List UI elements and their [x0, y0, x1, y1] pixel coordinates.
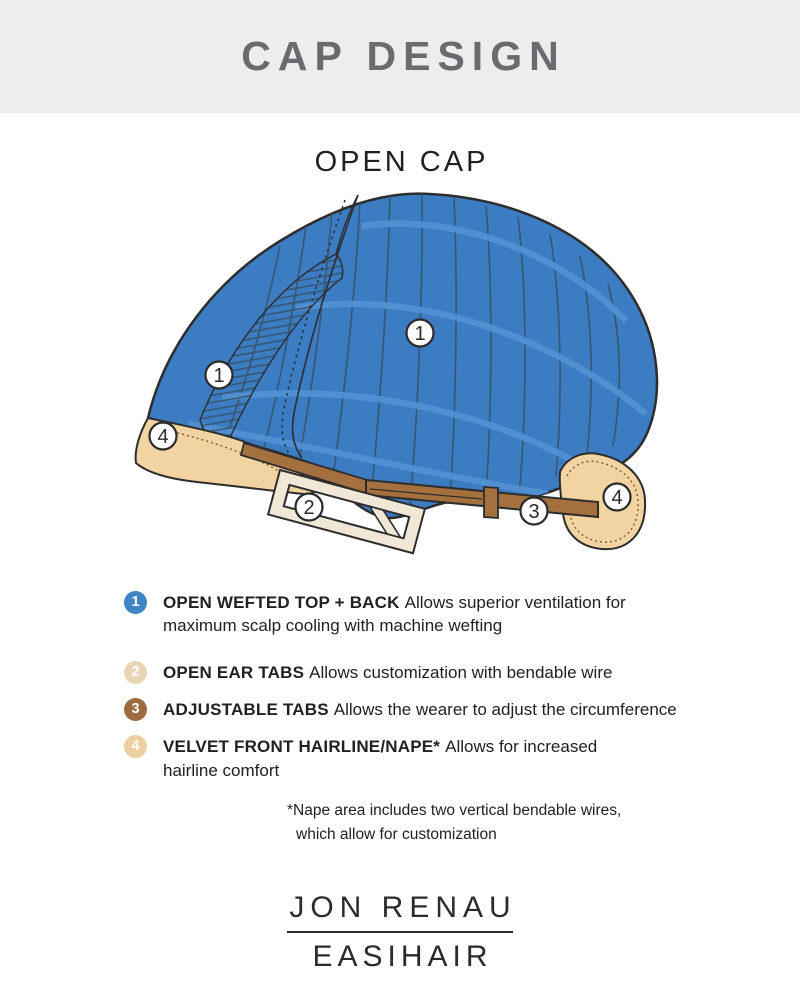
footnote-line1: *Nape area includes two vertical bendable wires,: [287, 801, 622, 819]
legend-item-1: [124, 591, 800, 637]
callout-4-front-hairline: [150, 423, 177, 450]
callout-2-ear-tab: [296, 494, 323, 521]
callout-1-front-label: 1: [213, 365, 225, 387]
brand-logo: [0, 891, 800, 974]
legend-text-2: [163, 661, 612, 684]
legend-text-4: [163, 735, 597, 781]
open-cap-diagram: [130, 186, 670, 571]
callout-4-front-label: 4: [157, 426, 169, 448]
legend-bullet-2: 2: [124, 661, 147, 684]
legend-item-3: [124, 698, 800, 721]
footnote-line2: which allow for customization: [296, 825, 497, 843]
legend-bullet-3: 3: [124, 698, 147, 721]
header-band: [0, 0, 800, 113]
legend-desc-4b: hairline comfort: [163, 760, 280, 780]
callout-1-front: [206, 362, 233, 389]
callout-4-nape: [604, 484, 631, 511]
legend: [124, 591, 800, 847]
legend-desc-2a: Allows customization with bendable wire: [309, 663, 613, 683]
diagram-title: OPEN CAP: [314, 146, 489, 178]
legend-title-1: OPEN WEFTED TOP + BACK: [163, 593, 400, 612]
legend-title-2: OPEN EAR TABS: [163, 663, 305, 683]
page-title: CAP DESIGN: [241, 33, 566, 79]
legend-text-3: [163, 698, 677, 721]
callout-1-top: [407, 320, 434, 347]
legend-item-2: [124, 661, 800, 684]
legend-desc-1b: maximum scalp cooling with machine wefting: [163, 616, 503, 636]
legend-title-3: ADJUSTABLE TABS: [163, 700, 329, 720]
brand-name-easihair: EASIHAIR: [312, 939, 493, 973]
legend-bullet-1: 1: [124, 591, 147, 614]
callout-3-label: 3: [528, 501, 540, 523]
legend-bullet-4: 4: [124, 735, 147, 758]
brand-divider: [287, 931, 513, 933]
callout-3-strap: [521, 498, 548, 525]
callout-2-label: 2: [303, 497, 315, 519]
legend-item-4: [124, 735, 800, 781]
legend-text-1: [163, 591, 626, 637]
strap-buckle: [484, 487, 498, 518]
legend-title-4: VELVET FRONT HAIRLINE/NAPE*: [163, 737, 441, 757]
brand-name-jon-renau: JON RENAU: [289, 890, 517, 924]
legend-desc-1a: Allows superior ventilation for: [404, 593, 626, 612]
legend-desc-3a: Allows the wearer to adjust the circumference: [333, 700, 677, 720]
callout-1-top-label: 1: [414, 323, 426, 345]
callout-4-nape-label: 4: [611, 487, 623, 509]
legend-desc-4a: Allows for increased: [445, 737, 598, 757]
footnote: [287, 799, 800, 847]
